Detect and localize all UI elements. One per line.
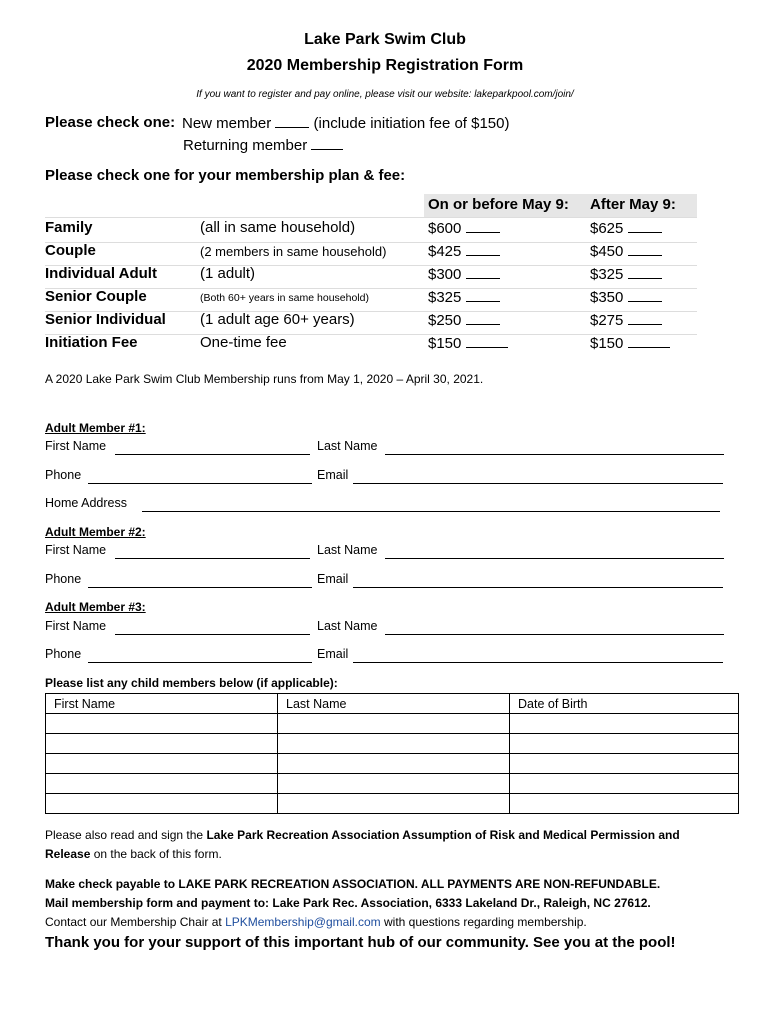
adult-member-2-heading: Adult Member #2: — [45, 525, 146, 539]
adult1-email-field[interactable] — [353, 483, 723, 484]
child-first-name-cell[interactable] — [46, 754, 278, 774]
new-member-label: New member — [182, 115, 272, 132]
child-first-name-cell[interactable] — [46, 774, 278, 794]
child-dob-cell[interactable] — [510, 734, 739, 754]
fee-after[interactable]: $325 — [590, 265, 662, 283]
last-name-label: Last Name — [317, 439, 378, 453]
first-name-label: First Name — [45, 543, 107, 557]
adult1-phone-field[interactable] — [88, 483, 312, 484]
col-last-name: Last Name — [278, 694, 510, 714]
fee-before[interactable]: $250 — [428, 311, 500, 329]
returning-member-label: Returning member — [183, 137, 308, 154]
home-address-label: Home Address — [45, 496, 127, 510]
read-sign-note: Please also read and sign the Lake Park Recreation Association Assumption of Risk and Medical Permission and Release on the back of this form. — [45, 828, 680, 861]
plan-desc: (Both 60+ years in same household) — [200, 292, 369, 304]
fee-after[interactable]: $625 — [590, 219, 662, 237]
adult2-phone-field[interactable] — [88, 587, 312, 588]
fee-before[interactable]: $300 — [428, 265, 500, 283]
fee-before[interactable]: $600 — [428, 219, 500, 237]
child-first-name-cell[interactable] — [46, 794, 278, 814]
plan-heading: Please check one for your membership plan & fee: — [45, 167, 406, 184]
adult3-first-name-field[interactable] — [115, 634, 310, 635]
adult3-last-name-field[interactable] — [385, 634, 724, 635]
check-payable-note: Make check payable to LAKE PARK RECREATION ASSOCIATION. ALL PAYMENTS ARE NON-REFUNDABLE. — [45, 877, 661, 891]
phone-label: Phone — [45, 468, 82, 482]
fee-before[interactable]: $150 — [428, 334, 508, 352]
child-dob-cell[interactable] — [510, 794, 739, 814]
adult2-first-name-field[interactable] — [115, 558, 310, 559]
children-table — [45, 693, 739, 814]
first-name-label: First Name — [45, 439, 107, 453]
adult3-email-field[interactable] — [353, 662, 723, 663]
phone-label: Phone — [45, 572, 82, 586]
last-name-label: Last Name — [317, 619, 378, 633]
adult1-last-name-field[interactable] — [385, 454, 724, 455]
fee-row — [45, 242, 697, 265]
thank-you-note: Thank you for your support of this important hub of our community. See you at the pool! — [45, 934, 676, 951]
first-name-label: First Name — [45, 619, 107, 633]
col-first-name: First Name — [46, 694, 278, 714]
table-row — [46, 774, 739, 794]
plan-name: Couple — [45, 242, 96, 259]
child-last-name-cell[interactable] — [278, 774, 510, 794]
fee-after[interactable]: $350 — [590, 288, 662, 306]
child-first-name-cell[interactable] — [46, 714, 278, 734]
mail-to-note: Mail membership form and payment to: Lake Park Rec. Association, 6333 Lakeland Dr., Raleigh, NC 27612. — [45, 896, 651, 910]
contact-email-link[interactable]: LPKMembership@gmail.com — [225, 915, 381, 929]
child-last-name-cell[interactable] — [278, 714, 510, 734]
fee-row — [45, 334, 697, 357]
child-dob-cell[interactable] — [510, 714, 739, 734]
fee-table — [45, 217, 697, 357]
email-label: Email — [317, 468, 349, 482]
plan-name: Individual Adult — [45, 265, 157, 282]
children-heading: Please list any child members below (if applicable): — [45, 676, 338, 690]
membership-period-note: A 2020 Lake Park Swim Club Membership runs from May 1, 2020 – April 30, 2021. — [45, 372, 484, 386]
new-member-blank[interactable] — [275, 114, 309, 128]
fee-after[interactable]: $150 — [590, 334, 670, 352]
new-member-option[interactable] — [182, 114, 510, 132]
online-note: If you want to register and pay online, please visit our website: lakeparkpool.com/join/ — [196, 89, 574, 100]
email-label: Email — [317, 572, 349, 586]
table-row — [46, 754, 739, 774]
col-date-of-birth: Date of Birth — [510, 694, 739, 714]
adult3-phone-field[interactable] — [88, 662, 312, 663]
plan-desc: (1 adult age 60+ years) — [200, 311, 355, 328]
col-before-header: On or before May 9: — [428, 196, 569, 213]
adult2-email-field[interactable] — [353, 587, 723, 588]
table-row — [46, 734, 739, 754]
plan-name: Senior Individual — [45, 311, 166, 328]
table-row — [46, 794, 739, 814]
fee-after[interactable]: $450 — [590, 242, 662, 260]
fee-after[interactable]: $275 — [590, 311, 662, 329]
fee-before[interactable]: $325 — [428, 288, 500, 306]
plan-name: Initiation Fee — [45, 334, 138, 351]
child-first-name-cell[interactable] — [46, 734, 278, 754]
fee-row — [45, 311, 697, 334]
fee-row — [45, 219, 697, 242]
returning-member-blank[interactable] — [311, 136, 343, 150]
plan-desc: One-time fee — [200, 334, 287, 351]
email-label: Email — [317, 647, 349, 661]
new-member-note: (include initiation fee of $150) — [313, 115, 510, 132]
adult2-last-name-field[interactable] — [385, 558, 724, 559]
adult1-first-name-field[interactable] — [115, 454, 310, 455]
check-one-label: Please check one: — [45, 114, 176, 131]
adult-member-1-heading: Adult Member #1: — [45, 421, 146, 435]
adult-member-3-heading: Adult Member #3: — [45, 600, 146, 614]
returning-member-option[interactable] — [183, 136, 343, 154]
plan-desc: (1 adult) — [200, 265, 256, 282]
home-address-field[interactable] — [142, 511, 720, 512]
table-row — [46, 714, 739, 734]
child-last-name-cell[interactable] — [278, 754, 510, 774]
table-header-row — [46, 694, 739, 714]
child-dob-cell[interactable] — [510, 774, 739, 794]
child-last-name-cell[interactable] — [278, 734, 510, 754]
child-last-name-cell[interactable] — [278, 794, 510, 814]
fee-before[interactable]: $425 — [428, 242, 500, 260]
plan-desc: (all in same household) — [200, 219, 356, 236]
form-title: Lake Park Swim Club — [304, 31, 466, 48]
plan-name: Senior Couple — [45, 288, 147, 305]
plan-desc: (2 members in same household) — [200, 244, 387, 259]
form-subtitle: 2020 Membership Registration Form — [246, 57, 524, 74]
phone-label: Phone — [45, 647, 82, 661]
last-name-label: Last Name — [317, 543, 378, 557]
fee-row — [45, 288, 697, 311]
contact-note: Contact our Membership Chair at LPKMembership@gmail.com with questions regarding membership. — [45, 915, 587, 929]
fee-row — [45, 265, 697, 288]
child-dob-cell[interactable] — [510, 754, 739, 774]
col-after-header: After May 9: — [590, 196, 676, 213]
plan-name: Family — [45, 219, 93, 236]
